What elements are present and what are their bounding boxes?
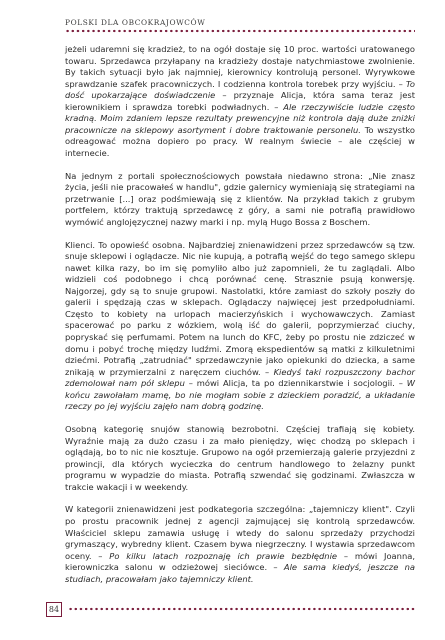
quote-italic: W końcu zawołałam mamę, bo nie mogłam sobie z dzieckiem poradzić, a układanie rzeczy po jej wyjściu zajęło nam dobrą godzinę. — [65, 378, 416, 412]
text-run: – mówi Alicja, ta po dziennikarstwie i socjologii. – — [184, 378, 407, 389]
text-run: Osobną kategorię snujów stanowią bezrobotni. Częściej trafiają się kobiety. Wyraźnie mają za dużo czasu i za mało pieniędzy, więc chodzą po sklepach i oglądają, bo to nic nie kosztuje. Grupowo na ogół przemierzają galerie przyjezdni z prowincji, dla których wycieczka do centrum handlowego to żelazny punkt programu w wypadzie do miasta. Potrafią szwendać się godzinami. Zwłaszcza w trakcie wakacji i w weekendy. — [65, 423, 415, 492]
text-run: – przyznaje Alicja, która sama teraz jest kierownikiem i sprawdza torebki podwładnych. – — [65, 90, 415, 112]
text-run: – mówi Joanna, kierowniczka salonu w odzieżowej sieciówce. – — [65, 550, 416, 573]
paragraph — [65, 240, 415, 413]
text-run: To wszystko odreagować można dopiero po pracy. W realnym świecie – ale częściej w internecie. — [65, 124, 416, 158]
quote-italic: Ale sama kiedyś, jeszcze na studiach, pracowałam jako tajemniczy klient. — [65, 562, 415, 584]
running-header — [55, 18, 415, 36]
header-dot-rule — [65, 29, 415, 33]
text-run: Klienci. To opowieść osobna. Najbardziej znienawidzeni przez sprzedawców są tzw. snuje sklepowi i oglądacze. Nic nie kupują, a potrafią wejść do tego samego sklepu nawet kilka razy, bo im się pomyliło albo już zapomnieli, że tu zaglądali. Albo widzieli coś podobnego i chcą porównać cenę. Strasznie psują konwersję. Najgorzej, gdy są to snuje grupowi. Nastolatki, które zamiast do szkoły poszły do galerii i spędzają czas w sklepach. Oglądaczy najwięcej jest przedpołudniami. Często to kobiety na urlopach macierzyńskich i wychowawczych. Zamiast spacerować po parku z wózkiem, wolą iść do galerii, poprzymierzać ciuchy, popryskać się perfumami. Potem na lunch do KFC, żeby po prostu nie zdziczeć w domu i pobyć trochę między ludźmi. Zmorą ekspedientów są matki z kilkuletnimi dziećmi. Potrafią „zatrudniać" sprzedawczynie jako opiekunki do dziecka, a same znikają w przymierzalni z naręczem ciuchów. – — [65, 239, 415, 377]
quote-italic: To dość upokarzające doświadczenie — [65, 78, 415, 101]
page-number: 84 — [46, 602, 62, 617]
running-header-title: POLSKI DLA OBCOKRAJOWCÓW — [65, 18, 206, 27]
quote-italic: Kiedyś taki rozpuszczony bachor zdemolował nam pół sklepu — [65, 366, 415, 389]
quote-italic: Ale rzeczywiście ludzie często kradną. Moim zdaniem lepsze rezultaty prewencyjne niż kontrola dają duże zniżki pracownicze na sklepowy asortyment i dobre traktowanie personelu. — [65, 101, 415, 135]
paragraph — [65, 504, 415, 585]
text-run: Na jednym z portali społecznościowych powstała niedawno strona: „Nie znasz życia, jeśli nie pracowałeś w handlu", gdzie galernicy wymieniają się strategiami na przetrwanie [...] oraz podśmiewają się z klientów. Na przykład takich z grubym portfelem, którzy traktują sprzedawcę z góry, a sami nie potrafią prawidłowo wymówić anglojęzycznej nazwy marki i np. mylą Hugo Bossa z Boschem. — [65, 170, 415, 227]
quote-italic: Po kilku latach rozpoznaję ich prawie bezbłędnie — [109, 550, 338, 561]
footer-dot-rule — [68, 607, 415, 611]
text-run: W kategorii znienawidzeni jest podkategoria szczególna: „tajemniczy klient". Czyli po prostu pracownik jednej z agencji zajmującej się kontrolą sprzedawców. Właściciel sklepu zamawia usługę i wtedy do salonu sprzedaży przychodzi grymaszący, wybredny klient. Czasem bywa niegrzeczny. I wystawia sprzedawcom oceny. – — [65, 504, 415, 561]
article-body — [65, 44, 415, 585]
paragraph — [65, 44, 415, 159]
paragraph — [65, 424, 415, 493]
paragraph — [65, 171, 415, 229]
page-footer — [46, 602, 415, 618]
text-run: jeżeli udaremni się kradzież, to na ogół dostaje się 10 proc. wartości uratowanego towaru. Sprzedawca przyłapany na kradzieży dostaje natychmiastowe zwolnienie. By takich sytuacji było jak najmniej, kierownicy kontrolują personel. Wyrywkowe sprawdzanie szafek pracowniczych. I codzienna kontrola torebek przy wyjściu. – — [65, 44, 415, 89]
